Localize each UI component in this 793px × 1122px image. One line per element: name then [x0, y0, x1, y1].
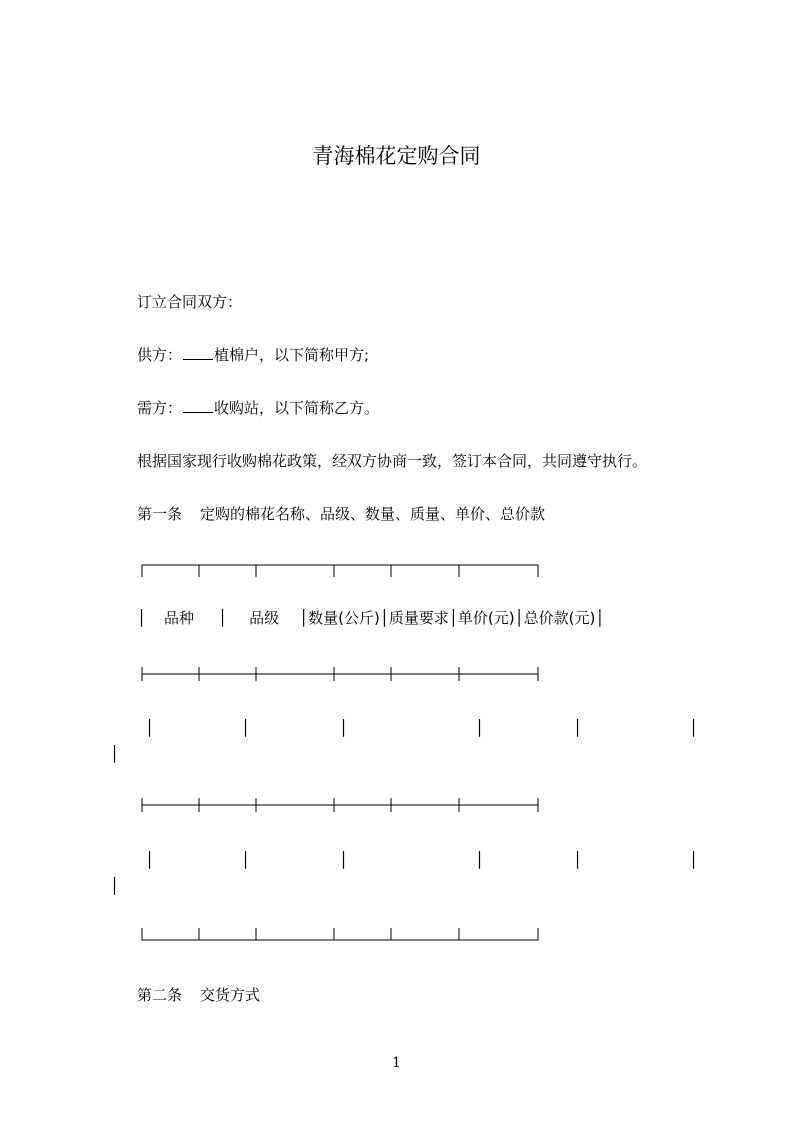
buyer-line: [137, 398, 379, 418]
header-variety: 品种: [164, 609, 195, 627]
buyer-label: 需方：: [137, 399, 183, 417]
supplier-line: [137, 345, 369, 365]
header-total: 总价款(元): [523, 609, 596, 627]
table-divider-rule: [141, 667, 539, 681]
parties-heading: 订立合同双方：: [137, 293, 243, 311]
supplier-suffix: 植棉户，以下简称甲方;: [214, 346, 370, 364]
table-separator: │: [595, 609, 605, 627]
table-separator: │: [573, 851, 583, 869]
table-separator: │: [137, 609, 147, 627]
preamble: 根据国家现行收购棉花政策，经双方协商一致，签订本合同，共同遵守执行。: [137, 452, 648, 470]
table-separator: │: [379, 609, 389, 627]
header-grade: 品级: [249, 609, 280, 627]
header-quantity: 数量(公斤): [308, 609, 380, 627]
page-number: 1: [392, 1055, 401, 1071]
table-separator: │: [448, 609, 458, 627]
table-separator: │: [110, 745, 120, 763]
table-separator: │: [241, 719, 251, 737]
article-2-title: 交货方式: [200, 986, 261, 1004]
document-title: 青海棉花定购合同: [312, 144, 481, 168]
table-separator: │: [339, 719, 349, 737]
table-divider-rule: [141, 798, 539, 812]
table-separator: │: [689, 851, 699, 869]
table-separator: │: [514, 609, 524, 627]
table-separator: │: [145, 719, 155, 737]
buyer-suffix: 收购站，以下简称乙方。: [214, 399, 380, 417]
article-1-number: 第一条: [137, 505, 183, 523]
table-separator: │: [145, 851, 155, 869]
table-separator: │: [689, 719, 699, 737]
table-separator: │: [110, 877, 120, 895]
table-separator: │: [241, 851, 251, 869]
table-separator: │: [299, 609, 309, 627]
table-separator: │: [218, 609, 228, 627]
table-bottom-rule: [141, 928, 539, 942]
table-top-rule: [141, 563, 539, 577]
table-separator: │: [475, 719, 485, 737]
table-separator: │: [339, 851, 349, 869]
table-header-row: [137, 608, 604, 628]
header-unit-price: 单价(元): [457, 609, 515, 627]
article-2-heading: [137, 985, 260, 1005]
table-separator: │: [573, 719, 583, 737]
table-separator: │: [475, 851, 485, 869]
buyer-blank[interactable]: [183, 398, 213, 413]
header-quality: 质量要求: [388, 609, 449, 627]
article-1-heading: [137, 504, 545, 524]
supplier-blank[interactable]: [183, 345, 213, 360]
supplier-label: 供方：: [137, 346, 183, 364]
article-2-number: 第二条: [137, 986, 183, 1004]
article-1-title: 定购的棉花名称、品级、数量、质量、单价、总价款: [200, 505, 546, 523]
